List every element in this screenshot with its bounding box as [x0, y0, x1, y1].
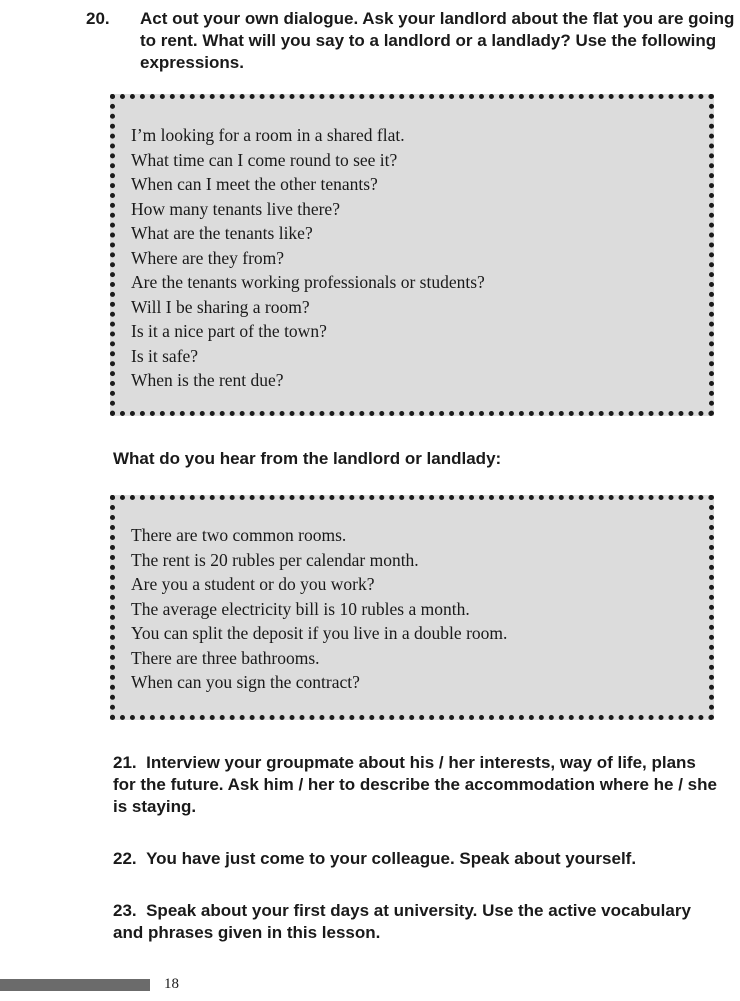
- task-21-heading: [113, 752, 718, 818]
- list-item: There are two common rooms.: [131, 525, 347, 545]
- footer-bar: [0, 979, 150, 991]
- list-item: When is the rent due?: [131, 370, 284, 390]
- list-item: How many tenants live there?: [131, 198, 340, 219]
- list-item: Where are they from?: [131, 247, 285, 268]
- landlord-heading: What do you hear from the landlord or landlady:: [113, 449, 502, 468]
- task-20-text: Act out your own dialogue. Ask your landlord about the flat you are going to rent. What will you say to a landlord or a landlady? Use the following expressions.: [140, 9, 735, 72]
- list-item: When can I meet the other tenants?: [131, 174, 378, 194]
- landlord-phrase-list: [131, 523, 507, 695]
- task-22-number: 22.: [113, 849, 137, 868]
- list-item: You can split the deposit if you live in a double room.: [131, 623, 508, 643]
- list-item: Will I be sharing a room?: [131, 296, 310, 317]
- list-item: What are the tenants like?: [131, 223, 313, 243]
- task-23-heading: [113, 900, 718, 944]
- page-number: 18: [164, 976, 179, 992]
- tenant-phrase-list: [131, 123, 485, 393]
- task-23-number: 23.: [113, 901, 137, 920]
- task-20-heading: [86, 8, 740, 74]
- list-item: There are three bathrooms.: [131, 647, 320, 668]
- task-22-text: You have just come to your colleague. Speak about yourself.: [146, 849, 637, 868]
- list-item: What time can I come round to see it?: [131, 149, 398, 170]
- list-item: The rent is 20 rubles per calendar month.: [131, 549, 419, 570]
- list-item: When can you sign the contract?: [131, 672, 360, 692]
- task-23-text: Speak about your first days at university. Use the active vocabulary and phrases given in this lesson.: [113, 901, 691, 942]
- landlord-phrases-box: [110, 495, 714, 720]
- tenant-phrases-box: [110, 94, 714, 416]
- list-item: Is it safe?: [131, 345, 199, 366]
- list-item: I’m looking for a room in a shared flat.: [131, 125, 405, 145]
- list-item: The average electricity bill is 10 rubles a month.: [131, 598, 470, 619]
- list-item: Are you a student or do you work?: [131, 574, 375, 594]
- list-item: Is it a nice part of the town?: [131, 321, 327, 341]
- task-22-heading: [113, 848, 718, 870]
- task-20-number: 20.: [86, 9, 110, 28]
- list-item: Are the tenants working professionals or students?: [131, 272, 485, 292]
- task-21-text: Interview your groupmate about his / her interests, way of life, plans for the future. Ask him / her to describe the accommodation where he / she is staying.: [113, 753, 717, 816]
- task-21-number: 21.: [113, 753, 137, 772]
